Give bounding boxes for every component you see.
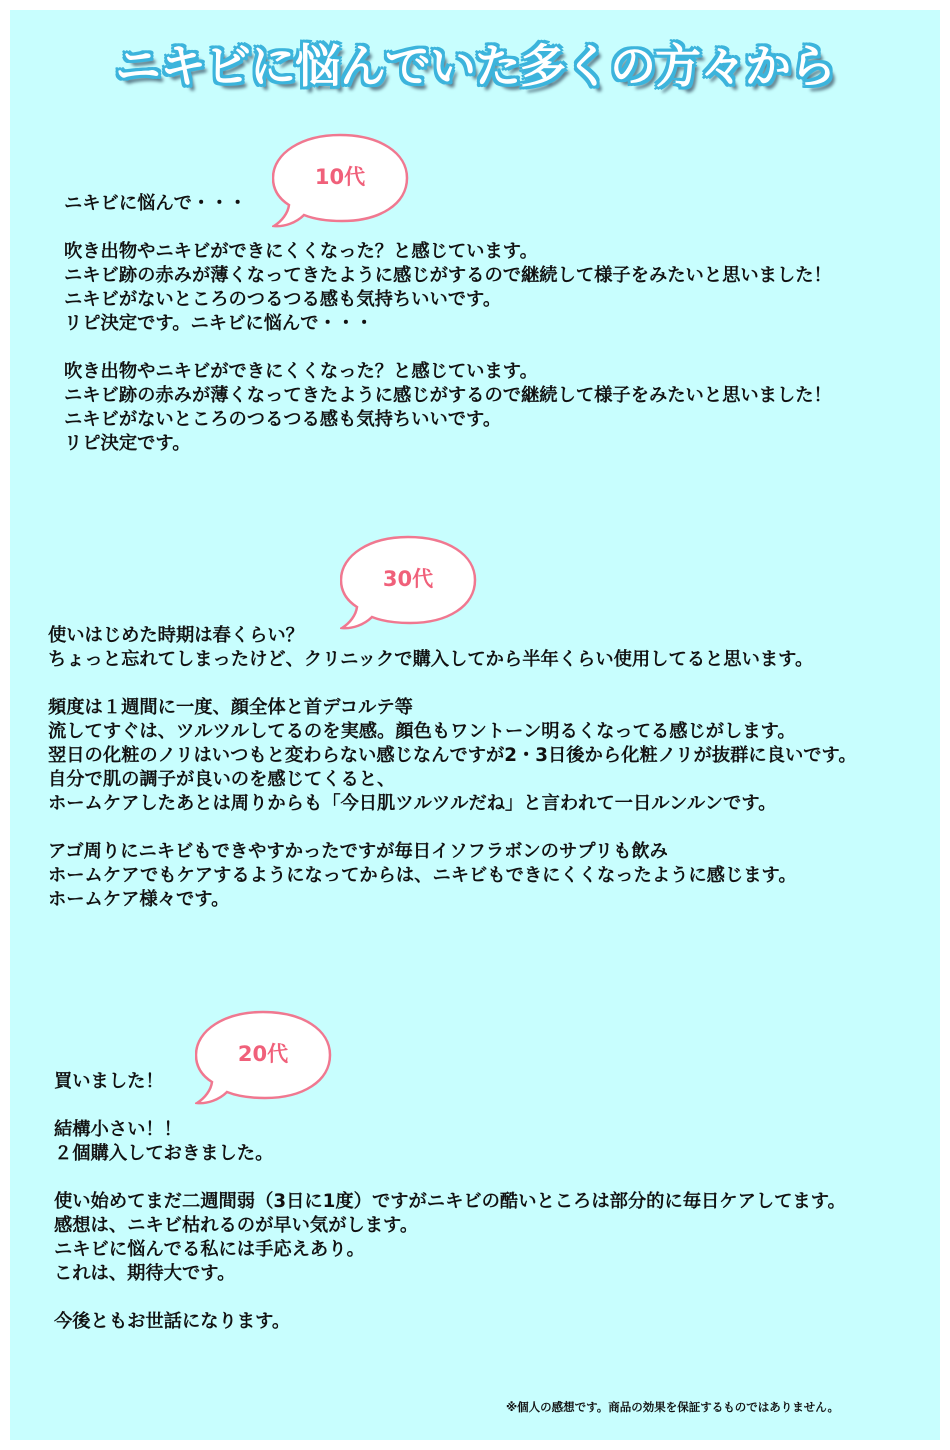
- age-label: 10代: [314, 165, 366, 189]
- review-line: 自分で肌の調子が良いのを感じてくると、: [48, 769, 396, 790]
- review-10s: [64, 192, 832, 456]
- review-30s: [48, 624, 857, 912]
- review-line: [54, 1094, 846, 1118]
- review-line: ホームケアでもケアするようになってからは、ニキビもできにくくなったように感じます。: [48, 865, 797, 886]
- review-line: ニキビがないところのつるつる感も気持ちいいです。: [64, 289, 502, 310]
- age-bubble-30s: [340, 535, 476, 627]
- review-line: アゴ周りにニキビもできやすかったですが毎日イソフラボンのサプリも飲み: [48, 841, 668, 862]
- review-line: [54, 1166, 846, 1190]
- review-line: これは、期待大です。: [54, 1263, 236, 1284]
- review-line: 使いはじめた時期は春くらい？: [48, 625, 304, 646]
- review-line: ニキビがないところのつるつる感も気持ちいいです。: [64, 409, 502, 430]
- age-label: 20代: [237, 1042, 289, 1066]
- age-label: 30代: [382, 567, 434, 591]
- page-title: ニキビに悩んでいた多くの方々から: [115, 39, 835, 93]
- review-line: 翌日の化粧のノリはいつもと変わらない感じなんですが2・3日後から化粧ノリが抜群に良いです。: [48, 745, 857, 766]
- review-line: [54, 1286, 846, 1310]
- review-line: ニキビ跡の赤みが薄くなってきたように感じがするので継続して様子をみたいと思いました！: [64, 265, 832, 286]
- review-line: 使い始めてまだ二週間弱（3日に1度）ですがニキビの酷いところは部分的に毎日ケアしてます。: [54, 1191, 846, 1212]
- review-line: 結構小さい！！: [54, 1119, 182, 1140]
- review-line: 頻度は１週間に一度、顔全体と首デコルテ等: [48, 697, 413, 718]
- disclaimer: ※個人の感想です。商品の効果を保証するものではありません。: [506, 1400, 839, 1414]
- review-line: ちょっと忘れてしまったけど、クリニックで購入してから半年くらい使用してると思います。: [48, 649, 814, 670]
- review-line: リピ決定です。: [64, 433, 191, 454]
- review-line: ニキビに悩んでる私には手応えあり。: [54, 1239, 365, 1260]
- review-line: リピ決定です。ニキビに悩んで・・・: [64, 313, 374, 334]
- review-line: [48, 816, 857, 840]
- review-20s: [54, 1070, 846, 1334]
- review-line: ２個購入しておきました。: [54, 1143, 274, 1164]
- review-line: ホームケアしたあとは周りからも「今日肌ツルツルだね」と言われて一日ルンルンです。: [48, 793, 777, 814]
- review-line: 吹き出物やニキビができにくくなった？と感じています。: [64, 361, 538, 382]
- review-line: [48, 672, 857, 696]
- review-line: ニキビに悩んで・・・: [64, 193, 247, 214]
- review-line: 今後ともお世話になります。: [54, 1311, 291, 1332]
- review-line: ホームケア様々です。: [48, 889, 230, 910]
- review-line: ニキビ跡の赤みが薄くなってきたように感じがするので継続して様子をみたいと思いました！: [64, 385, 832, 406]
- review-line: 吹き出物やニキビができにくくなった？と感じています。: [64, 241, 538, 262]
- review-line: 買いました！: [54, 1071, 164, 1092]
- review-line: [64, 216, 832, 240]
- review-line: [64, 336, 832, 360]
- review-line: 流してすぐは、ツルツルしてるのを実感。顔色もワントーン明るくなってる感じがします。: [48, 721, 796, 742]
- review-line: 感想は、ニキビ枯れるのが早い気がします。: [54, 1215, 419, 1236]
